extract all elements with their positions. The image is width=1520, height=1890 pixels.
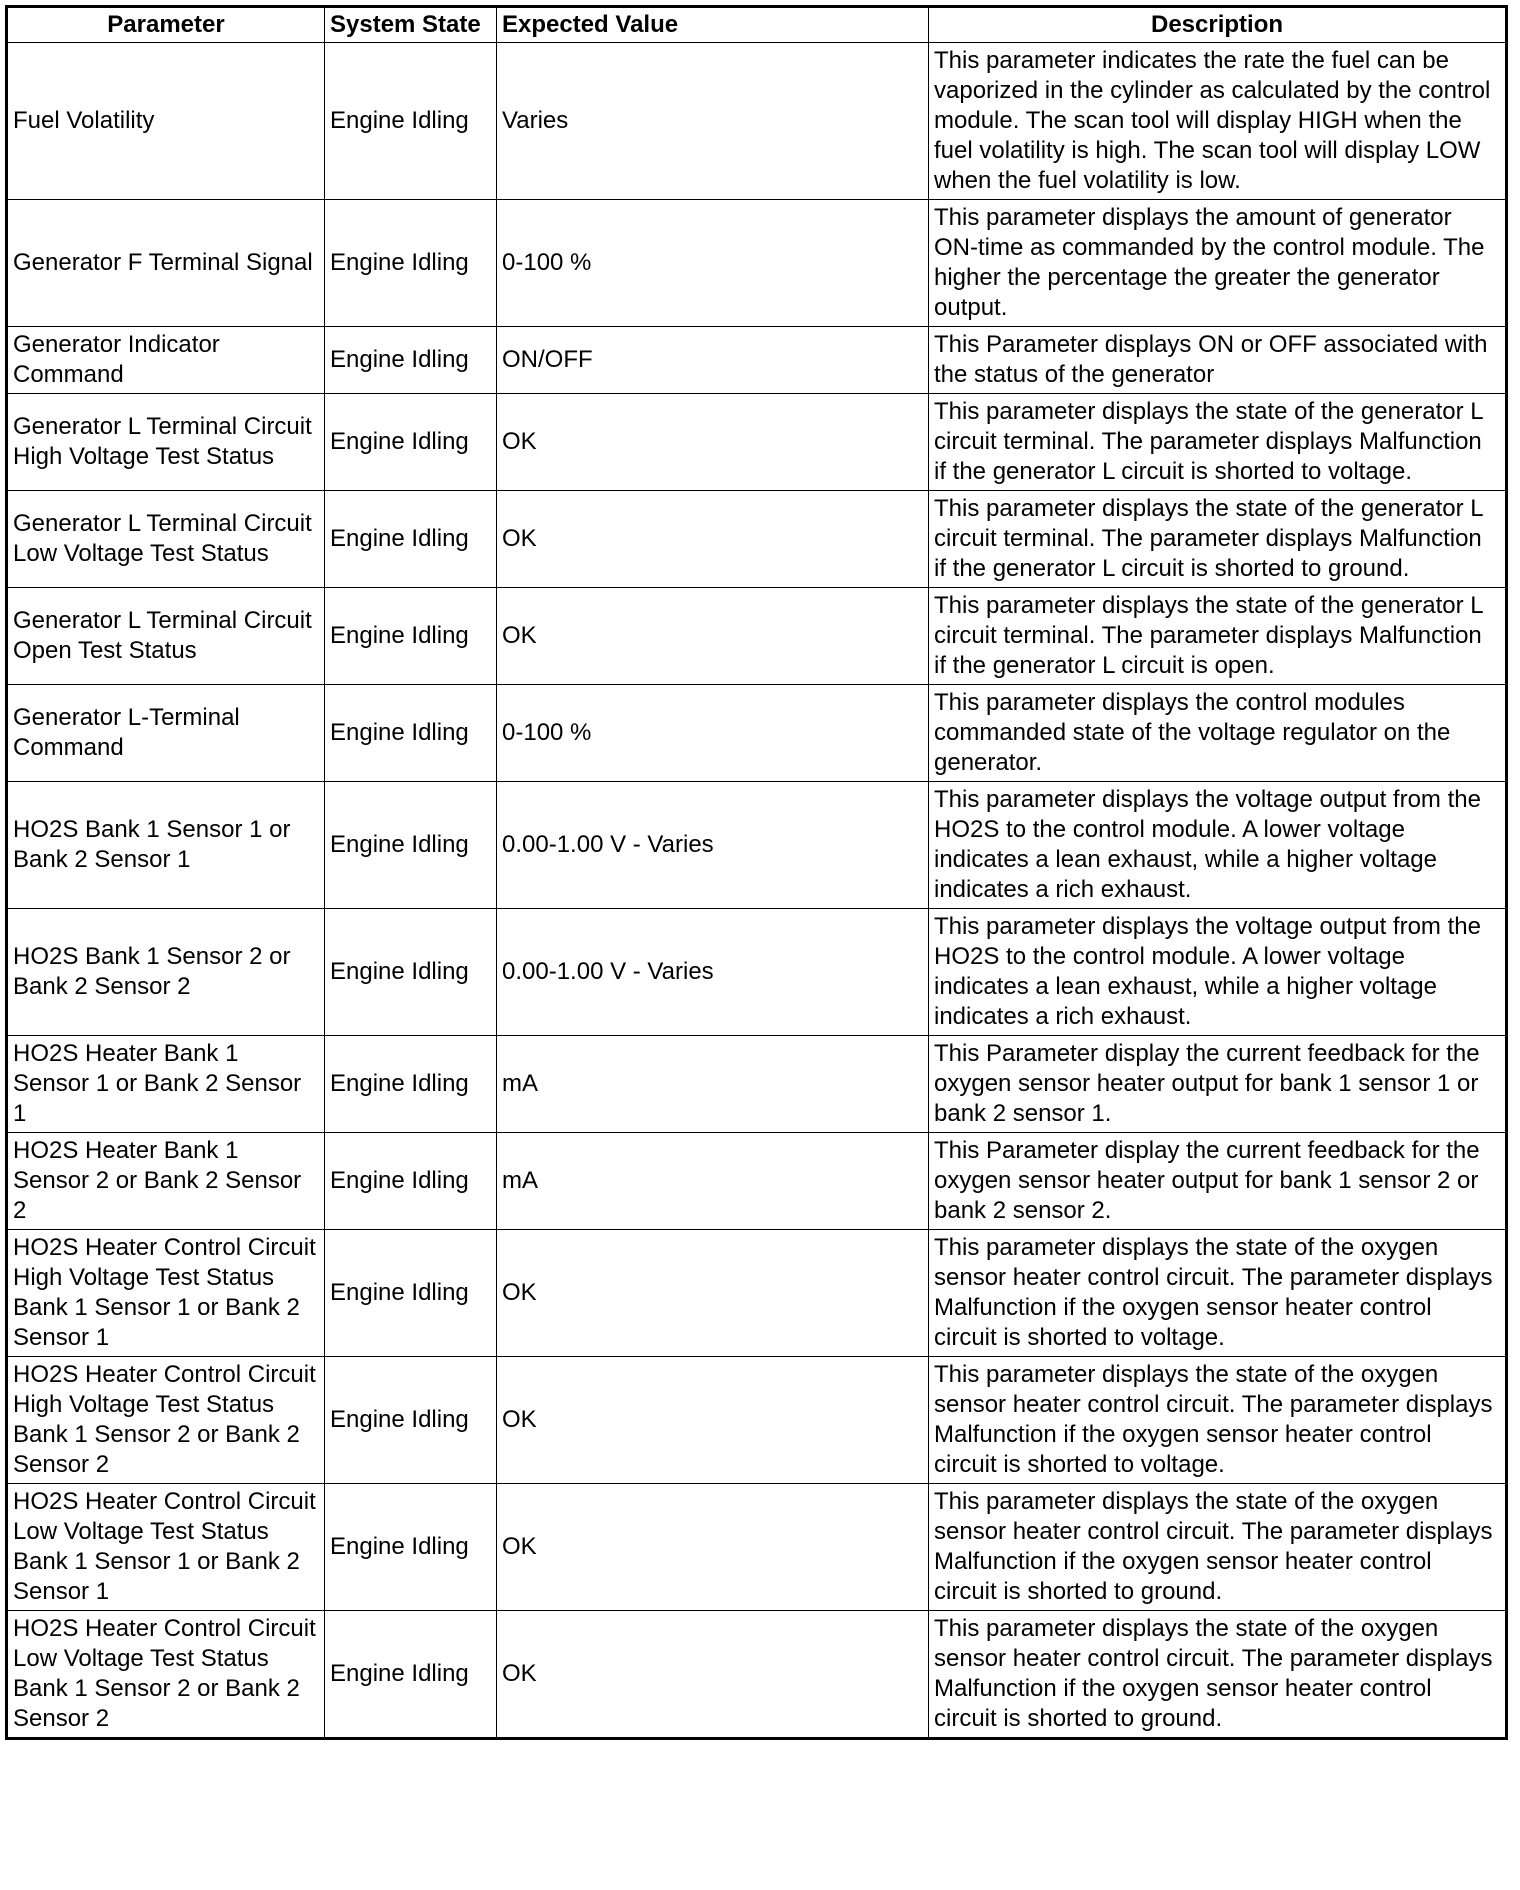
cell-description: This parameter displays the amount of generator ON-time as commanded by the control module. The higher the percentage the greater the generator output. bbox=[929, 200, 1507, 327]
table-row bbox=[7, 1230, 1507, 1357]
cell-system-state: Engine Idling bbox=[325, 1133, 497, 1230]
table-row bbox=[7, 491, 1507, 588]
table-row bbox=[7, 43, 1507, 200]
cell-description: This parameter indicates the rate the fuel can be vaporized in the cylinder as calculated by the control module. The scan tool will display HIGH when the fuel volatility is high. The scan tool will display LOW when the fuel volatility is low. bbox=[929, 43, 1507, 200]
cell-description: This parameter displays the state of the generator L circuit terminal. The parameter displays Malfunction if the generator L circuit is shorted to ground. bbox=[929, 491, 1507, 588]
header-expected-value: Expected Value bbox=[497, 7, 929, 43]
cell-expected-value: OK bbox=[497, 394, 929, 491]
cell-expected-value: OK bbox=[497, 1357, 929, 1484]
cell-expected-value: ON/OFF bbox=[497, 327, 929, 394]
table-row bbox=[7, 394, 1507, 491]
cell-system-state: Engine Idling bbox=[325, 394, 497, 491]
cell-system-state: Engine Idling bbox=[325, 909, 497, 1036]
cell-system-state: Engine Idling bbox=[325, 1357, 497, 1484]
cell-description: This parameter displays the state of the oxygen sensor heater control circuit. The parameter displays Malfunction if the oxygen sensor heater control circuit is shorted to voltage. bbox=[929, 1230, 1507, 1357]
header-parameter: Parameter bbox=[7, 7, 325, 43]
cell-parameter: HO2S Bank 1 Sensor 1 or Bank 2 Sensor 1 bbox=[7, 782, 325, 909]
cell-parameter: Generator F Terminal Signal bbox=[7, 200, 325, 327]
cell-expected-value: OK bbox=[497, 1484, 929, 1611]
table-row bbox=[7, 588, 1507, 685]
table-row bbox=[7, 327, 1507, 394]
cell-description: This parameter displays the voltage output from the HO2S to the control module. A lower voltage indicates a lean exhaust, while a higher voltage indicates a rich exhaust. bbox=[929, 909, 1507, 1036]
cell-description: This parameter displays the control modules commanded state of the voltage regulator on the generator. bbox=[929, 685, 1507, 782]
cell-expected-value: OK bbox=[497, 1611, 929, 1739]
header-system-state: System State bbox=[325, 7, 497, 43]
cell-parameter: Generator Indicator Command bbox=[7, 327, 325, 394]
cell-expected-value: 0-100 % bbox=[497, 685, 929, 782]
cell-system-state: Engine Idling bbox=[325, 200, 497, 327]
cell-system-state: Engine Idling bbox=[325, 1611, 497, 1739]
table-row bbox=[7, 1357, 1507, 1484]
cell-system-state: Engine Idling bbox=[325, 1484, 497, 1611]
table-row bbox=[7, 685, 1507, 782]
cell-description: This parameter displays the state of the oxygen sensor heater control circuit. The parameter displays Malfunction if the oxygen sensor heater control circuit is shorted to voltage. bbox=[929, 1357, 1507, 1484]
cell-expected-value: Varies bbox=[497, 43, 929, 200]
cell-description: This parameter displays the voltage output from the HO2S to the control module. A lower voltage indicates a lean exhaust, while a higher voltage indicates a rich exhaust. bbox=[929, 782, 1507, 909]
cell-description: This parameter displays the state of the generator L circuit terminal. The parameter displays Malfunction if the generator L circuit is open. bbox=[929, 588, 1507, 685]
cell-parameter: HO2S Heater Control Circuit High Voltage Test Status Bank 1 Sensor 2 or Bank 2 Sensor 2 bbox=[7, 1357, 325, 1484]
table-row bbox=[7, 200, 1507, 327]
cell-system-state: Engine Idling bbox=[325, 491, 497, 588]
cell-parameter: HO2S Heater Control Circuit Low Voltage Test Status Bank 1 Sensor 1 or Bank 2 Sensor 1 bbox=[7, 1484, 325, 1611]
cell-parameter: Generator L Terminal Circuit Low Voltage Test Status bbox=[7, 491, 325, 588]
cell-expected-value: mA bbox=[497, 1036, 929, 1133]
parameter-table bbox=[5, 5, 1508, 1740]
header-description: Description bbox=[929, 7, 1507, 43]
cell-description: This parameter displays the state of the generator L circuit terminal. The parameter displays Malfunction if the generator L circuit is shorted to voltage. bbox=[929, 394, 1507, 491]
cell-expected-value: OK bbox=[497, 1230, 929, 1357]
cell-parameter: Fuel Volatility bbox=[7, 43, 325, 200]
cell-parameter: HO2S Bank 1 Sensor 2 or Bank 2 Sensor 2 bbox=[7, 909, 325, 1036]
cell-system-state: Engine Idling bbox=[325, 327, 497, 394]
cell-system-state: Engine Idling bbox=[325, 782, 497, 909]
cell-expected-value: mA bbox=[497, 1133, 929, 1230]
table-row bbox=[7, 782, 1507, 909]
cell-parameter: HO2S Heater Control Circuit Low Voltage Test Status Bank 1 Sensor 2 or Bank 2 Sensor 2 bbox=[7, 1611, 325, 1739]
table-row bbox=[7, 909, 1507, 1036]
cell-system-state: Engine Idling bbox=[325, 685, 497, 782]
cell-parameter: HO2S Heater Control Circuit High Voltage Test Status Bank 1 Sensor 1 or Bank 2 Sensor 1 bbox=[7, 1230, 325, 1357]
cell-description: This parameter displays the state of the oxygen sensor heater control circuit. The parameter displays Malfunction if the oxygen sensor heater control circuit is shorted to ground. bbox=[929, 1611, 1507, 1739]
cell-expected-value: 0-100 % bbox=[497, 200, 929, 327]
cell-expected-value: 0.00-1.00 V - Varies bbox=[497, 909, 929, 1036]
cell-system-state: Engine Idling bbox=[325, 1230, 497, 1357]
cell-system-state: Engine Idling bbox=[325, 1036, 497, 1133]
cell-parameter: Generator L Terminal Circuit High Voltage Test Status bbox=[7, 394, 325, 491]
cell-expected-value: OK bbox=[497, 491, 929, 588]
cell-parameter: HO2S Heater Bank 1 Sensor 1 or Bank 2 Sensor 1 bbox=[7, 1036, 325, 1133]
cell-system-state: Engine Idling bbox=[325, 588, 497, 685]
cell-description: This Parameter display the current feedback for the oxygen sensor heater output for bank 1 sensor 1 or bank 2 sensor 1. bbox=[929, 1036, 1507, 1133]
parameter-table-wrapper bbox=[5, 5, 1508, 1740]
cell-parameter: Generator L Terminal Circuit Open Test Status bbox=[7, 588, 325, 685]
table-body bbox=[7, 43, 1507, 1739]
table-row bbox=[7, 1484, 1507, 1611]
cell-expected-value: OK bbox=[497, 588, 929, 685]
cell-expected-value: 0.00-1.00 V - Varies bbox=[497, 782, 929, 909]
table-row bbox=[7, 1133, 1507, 1230]
table-row bbox=[7, 1611, 1507, 1739]
cell-parameter: HO2S Heater Bank 1 Sensor 2 or Bank 2 Sensor 2 bbox=[7, 1133, 325, 1230]
table-row bbox=[7, 1036, 1507, 1133]
cell-description: This Parameter display the current feedback for the oxygen sensor heater output for bank 1 sensor 2 or bank 2 sensor 2. bbox=[929, 1133, 1507, 1230]
table-header-row bbox=[7, 7, 1507, 43]
cell-description: This parameter displays the state of the oxygen sensor heater control circuit. The parameter displays Malfunction if the oxygen sensor heater control circuit is shorted to ground. bbox=[929, 1484, 1507, 1611]
cell-description: This Parameter displays ON or OFF associated with the status of the generator bbox=[929, 327, 1507, 394]
cell-parameter: Generator L-Terminal Command bbox=[7, 685, 325, 782]
cell-system-state: Engine Idling bbox=[325, 43, 497, 200]
